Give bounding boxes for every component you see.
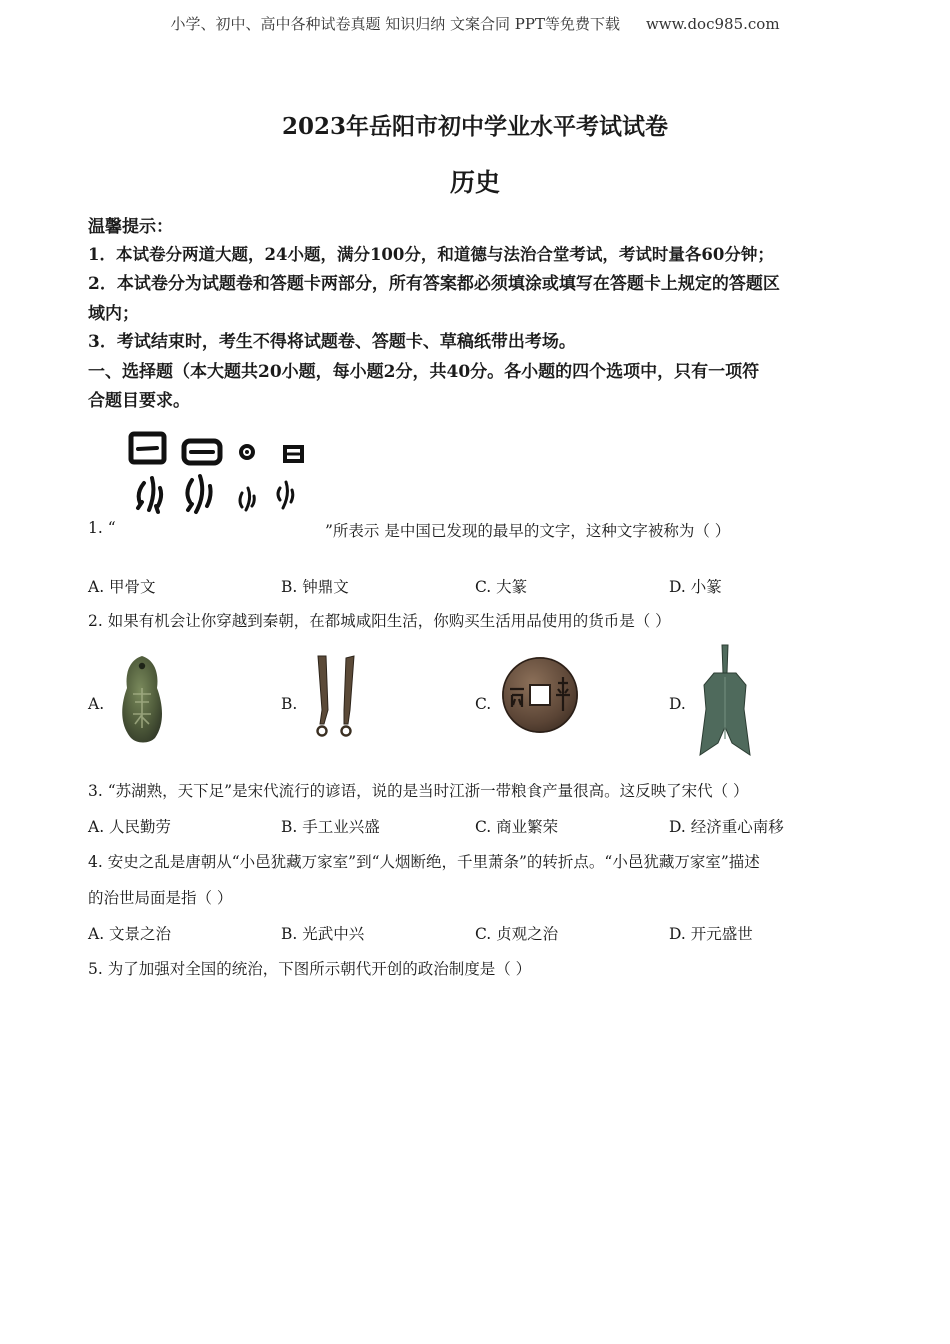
banliang-coin-image (500, 655, 580, 735)
question-4-stem-b: 的治世局面是指（ ） (88, 889, 233, 907)
q3-option-b[interactable]: B. 手工业兴盛 (281, 818, 380, 836)
spade-coin-image (694, 643, 756, 759)
question-4-stem-a: 4. 安史之乱是唐朝从“小邑犹藏万家室”到“人烟断绝，千里萧条”的转折点。“小邑犹藏万家室”描述 (88, 853, 760, 871)
question-1-suffix: ”所表示 是中国已发现的最早的文字，这种文字被称为（ ） (325, 522, 731, 540)
question-3-stem: 3. “苏湖熟，天下足”是宋代流行的谚语，说的是当时江浙一带粮食产量很高。这反映了宋代（ ） (88, 782, 749, 800)
q4-option-d[interactable]: D. 开元盛世 (669, 925, 753, 943)
question-5-stem: 5. 为了加强对全国的统治，下图所示朝代开创的政治制度是（ ） (88, 960, 532, 978)
question-1-prefix: 1. “ (88, 519, 116, 537)
ant-nose-coin-image (117, 654, 167, 746)
q4-option-a[interactable]: A. 文景之治 (88, 925, 172, 943)
question-2-stem: 2. 如果有机会让你穿越到秦朝，在都城咸阳生活，你购买生活用品使用的货币是（ ） (88, 612, 671, 630)
q1-option-d[interactable]: D. 小篆 (669, 578, 722, 596)
q2-option-a-label[interactable]: A. (88, 695, 105, 713)
q1-option-c[interactable]: C. 大篆 (475, 578, 528, 596)
exam-subject: 历史 (449, 168, 500, 197)
q4-option-b[interactable]: B. 光武中兴 (281, 925, 365, 943)
q3-option-a[interactable]: A. 人民勤劳 (88, 818, 172, 836)
page-header (0, 13, 950, 34)
q1-option-a[interactable]: A. 甲骨文 (88, 578, 156, 596)
q2-option-c-label[interactable]: C. (475, 695, 492, 713)
q2-option-d-label[interactable]: D. (669, 695, 686, 713)
q3-option-c[interactable]: C. 商业繁荣 (475, 818, 559, 836)
q3-option-d[interactable]: D. 经济重心南移 (669, 818, 784, 836)
exam-title: 2023年岳阳市初中学业水平考试试卷 (281, 113, 668, 140)
q4-option-c[interactable]: C. 贞观之治 (475, 925, 559, 943)
header-text: 小学、初中、高中各种试卷真题 知识归纳 文案合同 PPT等免费下载 (170, 15, 620, 33)
tips-line-2a: 2．本试卷分为试题卷和答题卡两部分，所有答案都必须填涂或填写在答题卡上规定的答题区 (88, 274, 780, 294)
knife-coin-image (312, 654, 362, 740)
header-site[interactable]: www.doc985.com (645, 15, 780, 33)
tips-heading: 温馨提示： (88, 217, 173, 237)
section1-line-b: 合题目要求。 (88, 391, 190, 411)
oracle-bone-glyphs-image (122, 428, 317, 528)
tips-line-2b: 域内； (88, 304, 139, 324)
tips-line-3: 3．考试结束时，考生不得将试题卷、答题卡、草稿纸带出考场。 (88, 332, 576, 352)
tips-line-1: 1．本试卷分两道大题，24小题，满分100分，和道德与法治合堂考试，考试时量各60分钟； (88, 245, 774, 264)
section1-line-a: 一、选择题（本大题共20小题，每小题2分，共40分。各小题的四个选项中，只有一项符 (88, 362, 760, 382)
q1-option-b[interactable]: B. 钟鼎文 (281, 578, 349, 596)
q2-option-b-label[interactable]: B. (281, 695, 298, 713)
